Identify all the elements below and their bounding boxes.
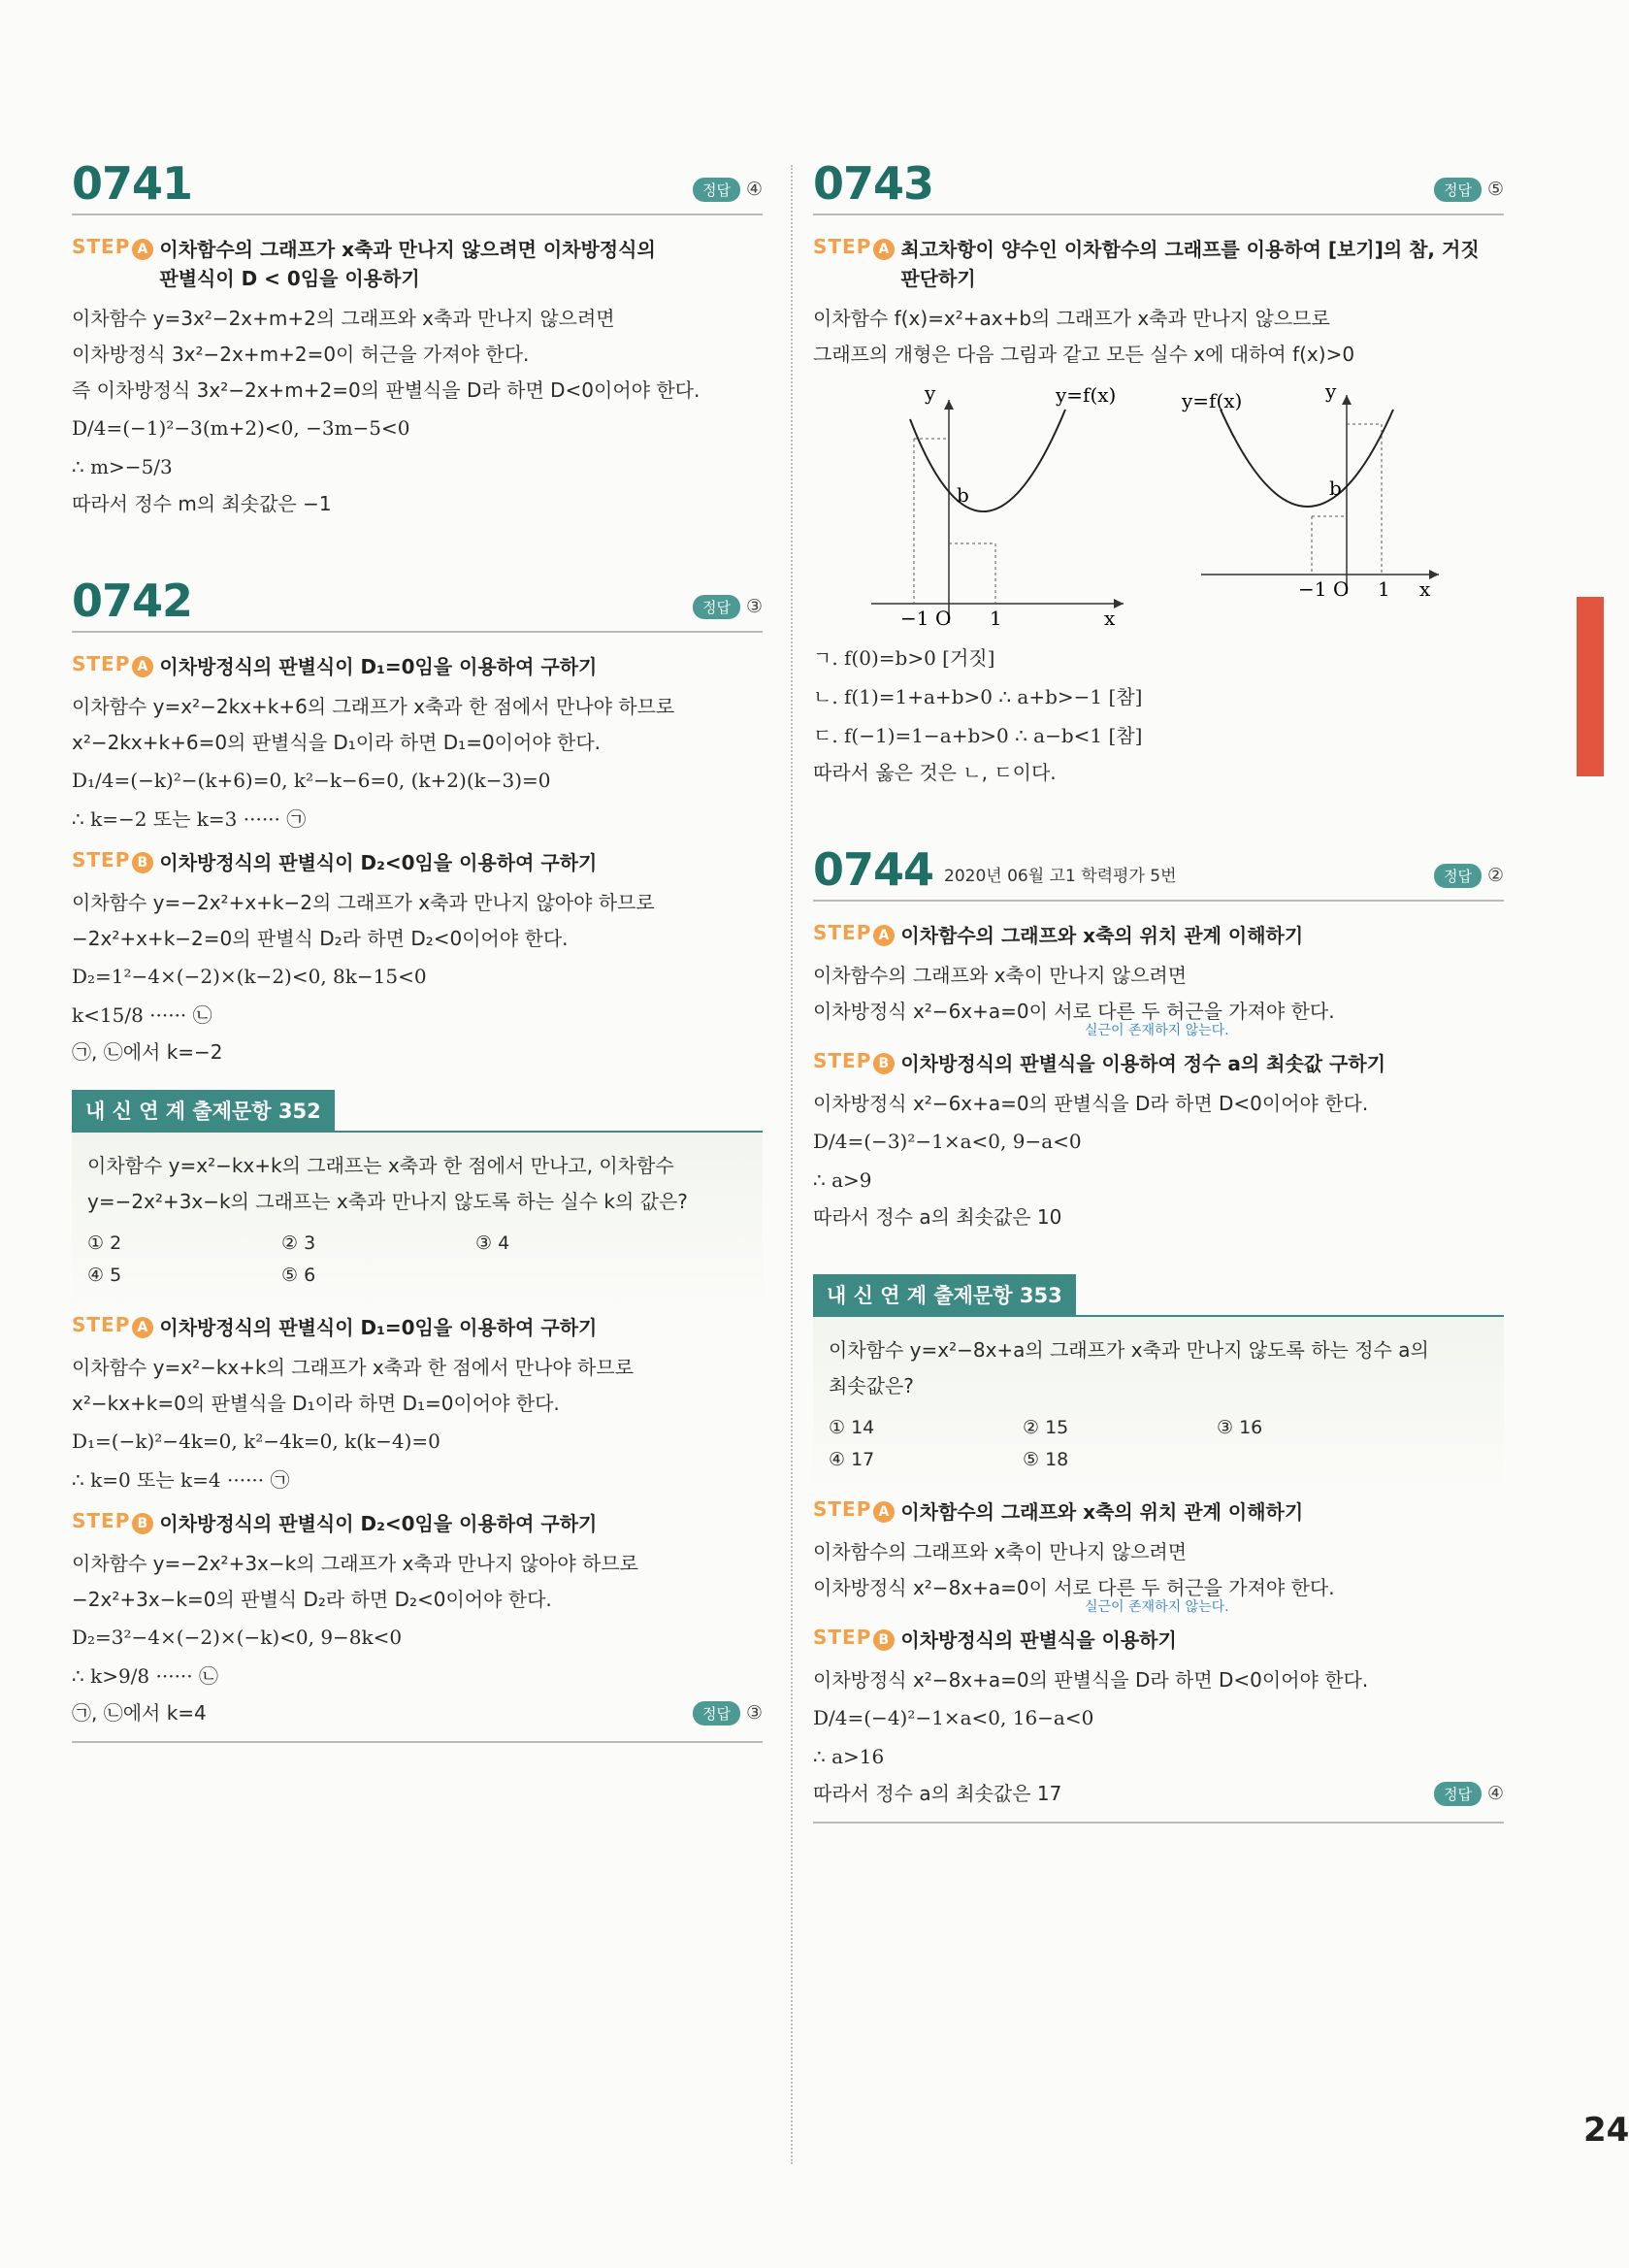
step-title: 이차방정식의 판별식이 D₂<0임을 이용하여 구하기 — [159, 851, 598, 874]
step-b — [72, 1509, 763, 1538]
problem-number: 0744 — [813, 843, 934, 896]
solution-line: 즉 이차방정식 3x²−2x+m+2=0의 판별식을 D라 하면 D<0이어야 한다. — [72, 378, 700, 402]
solution-line: ㉠, ㉡에서 k=−2 — [72, 1040, 223, 1064]
solution-line: x²−2kx+k+6=0의 판별식을 D₁이라 하면 D₁=0이어야 한다. — [72, 731, 602, 754]
problem-number: 0741 — [72, 157, 193, 210]
choice-item: ⑤ 6 — [281, 1265, 316, 1286]
answer-value: ⑤ — [1486, 179, 1504, 200]
parabola-figures — [813, 380, 1504, 633]
step-b — [813, 1049, 1504, 1078]
step-mark: A — [873, 925, 895, 946]
choice-item: ④ 17 — [829, 1449, 875, 1470]
choice-list — [829, 1412, 1488, 1476]
choice-item: ③ 4 — [475, 1233, 510, 1254]
step-a — [813, 1497, 1504, 1527]
linked-problem-353 — [813, 1274, 1504, 1494]
section-rule — [72, 1741, 763, 1743]
equation-line: ∴ m>−5/3 — [72, 455, 173, 478]
solution-line: 따라서 정수 a의 최솟값은 10 — [813, 1205, 1062, 1229]
step-mark: A — [873, 239, 895, 260]
step-title: 이차방정식의 판별식을 이용하여 정수 a의 최솟값 구하기 — [900, 1052, 1386, 1075]
answer-label: 정답 — [693, 595, 740, 619]
solution-line: −2x²+x+k−2=0의 판별식 D₂라 하면 D₂<0이어야 한다. — [72, 927, 569, 950]
y-axis-label: y — [925, 381, 936, 405]
step-label: STEP A — [813, 921, 895, 946]
equation-line: ∴ a>9 — [813, 1168, 872, 1192]
intercept-label: b — [957, 483, 969, 507]
annotation-note: 실근이 존재하지 않는다. — [1085, 1599, 1229, 1615]
final-answer-row — [72, 1695, 763, 1731]
parabola-figure-svg — [813, 380, 1504, 633]
solution-line: x²−kx+k=0의 판별식을 D₁이라 하면 D₁=0이어야 한다. — [72, 1392, 560, 1415]
step-label: STEP A — [72, 1313, 153, 1338]
solution-line: 따라서 옳은 것은 ㄴ, ㄷ이다. — [813, 761, 1057, 784]
step-b — [813, 1626, 1504, 1655]
linked-problem-tag: 내 신 연 계 출제문항 353 — [813, 1274, 1076, 1315]
right-column — [813, 155, 1504, 1824]
equation-line: ∴ k=0 또는 k=4 ······ ㉠ — [72, 1468, 290, 1492]
linked-problem-352 — [72, 1090, 763, 1309]
final-line: 따라서 정수 a의 최솟값은 17 — [813, 1782, 1062, 1805]
chapter-tab — [1577, 597, 1604, 776]
question-line: 이차함수 y=x²−kx+k의 그래프는 x축과 한 점에서 만나고, 이차함수 — [87, 1154, 674, 1177]
equation-line: D₂=3²−4×(−2)×(−k)<0, 9−8k<0 — [72, 1626, 403, 1649]
step-a — [72, 235, 763, 293]
curve-label: y=f(x) — [1056, 383, 1117, 407]
y-axis-arrow — [1342, 395, 1352, 405]
step-title: 이차방정식의 판별식이 D₁=0임을 이용하여 구하기 — [159, 1316, 598, 1339]
linked-problem-body — [72, 1133, 763, 1309]
question-line: 이차함수 y=x²−8x+a의 그래프가 x축과 만나지 않도록 하는 정수 a의 — [829, 1338, 1429, 1362]
step-mark: A — [132, 656, 153, 677]
page-number: 24 — [1583, 2111, 1629, 2150]
x-axis-label: x — [1419, 577, 1431, 601]
x-axis-arrow — [1114, 599, 1124, 608]
linked-problem-body — [813, 1317, 1504, 1494]
linked-problem-header — [813, 1274, 1504, 1317]
step-mark: B — [873, 1629, 895, 1651]
linked-problem-tag: 내 신 연 계 출제문항 352 — [72, 1090, 335, 1131]
solution-line: 이차방정식 x²−8x+a=0의 판별식을 D라 하면 D<0이어야 한다. — [813, 1668, 1369, 1692]
solution-line: 이차방정식 3x²−2x+m+2=0이 허근을 가져야 한다. — [72, 343, 530, 366]
step-title: 이차함수의 그래프가 x축과 만나지 않으려면 이차방정식의 판별식이 D < 0임을 이용하기 — [159, 238, 656, 290]
answer-label: 정답 — [1434, 1782, 1482, 1806]
problem-number: 0742 — [72, 575, 193, 627]
step-title: 이차함수의 그래프와 x축의 위치 관계 이해하기 — [900, 924, 1304, 947]
step-title: 이차방정식의 판별식을 이용하기 — [900, 1628, 1177, 1652]
choice-item: ① 14 — [829, 1417, 875, 1438]
solution-line: 이차방정식 x²−6x+a=0이 서로 다른 두 허근을 가져야 한다. — [813, 1000, 1335, 1023]
step-label: STEP B — [813, 1049, 895, 1074]
choice-item: ② 3 — [281, 1233, 316, 1254]
answer-label: 정답 — [693, 178, 740, 202]
intercept-label: b — [1329, 477, 1342, 500]
step-label: STEP A — [813, 1497, 895, 1523]
problem-number: 0743 — [813, 157, 934, 210]
step-mark: A — [132, 1317, 153, 1338]
graph-right — [1181, 379, 1439, 601]
final-line: ㉠, ㉡에서 k=4 — [72, 1701, 207, 1725]
final-answer-row — [813, 1776, 1504, 1812]
step-a — [72, 1313, 763, 1342]
answer-badge — [693, 178, 763, 202]
step-mark: A — [873, 1501, 895, 1523]
answer-value: ③ — [745, 1702, 763, 1724]
answer-label: 정답 — [693, 1701, 740, 1726]
step-a — [813, 921, 1504, 950]
equation-line: ∴ a>16 — [813, 1745, 885, 1768]
equation-line: D/4=(−3)²−1×a<0, 9−a<0 — [813, 1130, 1082, 1153]
answer-value: ④ — [745, 179, 763, 200]
choice-item: ⑤ 18 — [1023, 1449, 1069, 1470]
answer-badge — [1434, 178, 1504, 202]
origin-label: O — [1333, 577, 1350, 601]
answer-value: ④ — [1486, 1783, 1504, 1804]
step-mark: B — [873, 1053, 895, 1074]
solution-line: 따라서 정수 m의 최솟값은 −1 — [72, 492, 332, 515]
section-rule — [813, 1822, 1504, 1824]
solution-line: 이차함수의 그래프와 x축이 만나지 않으려면 — [813, 964, 1188, 987]
origin-label: O — [935, 607, 952, 630]
left-column — [72, 155, 763, 1743]
solution-line: 이차함수 f(x)=x²+ax+b의 그래프가 x축과 만나지 않으므로 — [813, 307, 1330, 330]
answer-badge — [693, 595, 763, 619]
solution-line: 이차방정식 x²−8x+a=0이 서로 다른 두 허근을 가져야 한다. — [813, 1576, 1335, 1599]
equation-line: D₁/4=(−k)²−(k+6)=0, k²−k−6=0, (k+2)(k−3)=0 — [72, 769, 551, 792]
step-title: 최고차항이 양수인 이차함수의 그래프를 이용하여 [보기]의 참, 거짓 판단하기 — [900, 238, 1480, 290]
step-b — [72, 848, 763, 877]
statement-line: ㄷ. f(−1)=1−a+b>0 ∴ a−b<1 [참] — [813, 724, 1143, 747]
solution-line: −2x²+3x−k=0의 판별식 D₂라 하면 D₂<0이어야 한다. — [72, 1588, 552, 1611]
step-a — [813, 235, 1504, 293]
answer-badge — [693, 1701, 763, 1726]
y-axis-label: y — [1325, 379, 1337, 403]
step-label: STEP B — [72, 848, 153, 873]
step-label: STEP A — [72, 652, 153, 677]
tick-label: −1 — [900, 607, 929, 630]
equation-line: k<15/8 ······ ㉡ — [72, 1003, 212, 1027]
x-axis-arrow — [1429, 570, 1439, 579]
graph-left — [871, 381, 1124, 630]
choice-list — [87, 1228, 747, 1292]
tick-label: 1 — [990, 607, 1002, 630]
problem-header-0742 — [72, 573, 763, 633]
step-label: STEP A — [72, 235, 153, 260]
answer-label: 정답 — [1434, 864, 1482, 888]
step-title: 이차방정식의 판별식이 D₂<0임을 이용하여 구하기 — [159, 1512, 598, 1535]
annotation-note: 실근이 존재하지 않는다. — [1085, 1023, 1229, 1038]
step-label: STEP B — [813, 1626, 895, 1651]
answer-value: ② — [1486, 865, 1504, 886]
solution-line: 이차방정식 x²−6x+a=0의 판별식을 D라 하면 D<0이어야 한다. — [813, 1092, 1369, 1115]
step-mark: B — [132, 852, 153, 873]
solution-line: 이차함수의 그래프와 x축이 만나지 않으려면 — [813, 1540, 1188, 1563]
equation-line: D/4=(−1)²−3(m+2)<0, −3m−5<0 — [72, 416, 410, 440]
statement-line: ㄴ. f(1)=1+a+b>0 ∴ a+b>−1 [참] — [813, 685, 1143, 708]
y-axis-arrow — [944, 400, 954, 410]
answer-label: 정답 — [1434, 178, 1482, 202]
step-label: STEP A — [813, 235, 895, 260]
choice-item: ③ 16 — [1217, 1417, 1263, 1438]
equation-line: ∴ k>9/8 ······ ㉡ — [72, 1664, 219, 1688]
step-mark: A — [132, 239, 153, 260]
solution-line: 이차함수 y=−2x²+3x−k의 그래프가 x축과 만나지 않아야 하므로 — [72, 1552, 638, 1575]
step-label: STEP B — [72, 1509, 153, 1534]
solution-line: 이차함수 y=x²−2kx+k+6의 그래프가 x축과 한 점에서 만나야 하므로 — [72, 695, 675, 718]
problem-header-0743 — [813, 155, 1504, 215]
choice-item: ① 2 — [87, 1233, 122, 1254]
solution-line: 이차함수 y=3x²−2x+m+2의 그래프와 x축과 만나지 않으려면 — [72, 307, 615, 330]
solution-line: 이차함수 y=−2x²+x+k−2의 그래프가 x축과 만나지 않아야 하므로 — [72, 891, 655, 914]
question-line: 최솟값은? — [829, 1374, 914, 1397]
parabola-curve — [1221, 410, 1393, 507]
equation-line: D₂=1²−4×(−2)×(k−2)<0, 8k−15<0 — [72, 965, 427, 988]
answer-badge — [1434, 864, 1504, 888]
choice-item: ④ 5 — [87, 1265, 122, 1286]
linked-problem-header — [72, 1090, 763, 1133]
problem-header-0741 — [72, 155, 763, 215]
answer-value: ③ — [745, 596, 763, 617]
problem-source: 2020년 06월 고1 학력평가 5번 — [944, 867, 1177, 886]
x-axis-label: x — [1104, 607, 1116, 630]
step-title: 이차방정식의 판별식이 D₁=0임을 이용하여 구하기 — [159, 655, 598, 678]
equation-line: D₁=(−k)²−4k=0, k²−4k=0, k(k−4)=0 — [72, 1430, 440, 1453]
equation-line: ∴ k=−2 또는 k=3 ······ ㉠ — [72, 807, 307, 831]
question-line: y=−2x²+3x−k의 그래프는 x축과 만나지 않도록 하는 실수 k의 값은? — [87, 1190, 688, 1213]
answer-badge — [1434, 1782, 1504, 1806]
tick-label: 1 — [1378, 577, 1390, 601]
step-mark: B — [132, 1513, 153, 1534]
choice-item: ② 15 — [1023, 1417, 1069, 1438]
step-title: 이차함수의 그래프와 x축의 위치 관계 이해하기 — [900, 1500, 1304, 1524]
statement-line: ㄱ. f(0)=b>0 [거짓] — [813, 646, 995, 670]
equation-line: D/4=(−4)²−1×a<0, 16−a<0 — [813, 1706, 1094, 1729]
column-divider — [791, 165, 793, 2164]
parabola-curve — [910, 410, 1065, 511]
solution-line: 그래프의 개형은 다음 그림과 같고 모든 실수 x에 대하여 f(x)>0 — [813, 343, 1355, 366]
tick-label: −1 — [1298, 577, 1327, 601]
step-a — [72, 652, 763, 681]
problem-header-0744 — [813, 841, 1504, 902]
curve-label: y=f(x) — [1182, 389, 1243, 412]
solution-line: 이차함수 y=x²−kx+k의 그래프가 x축과 한 점에서 만나야 하므로 — [72, 1356, 635, 1379]
